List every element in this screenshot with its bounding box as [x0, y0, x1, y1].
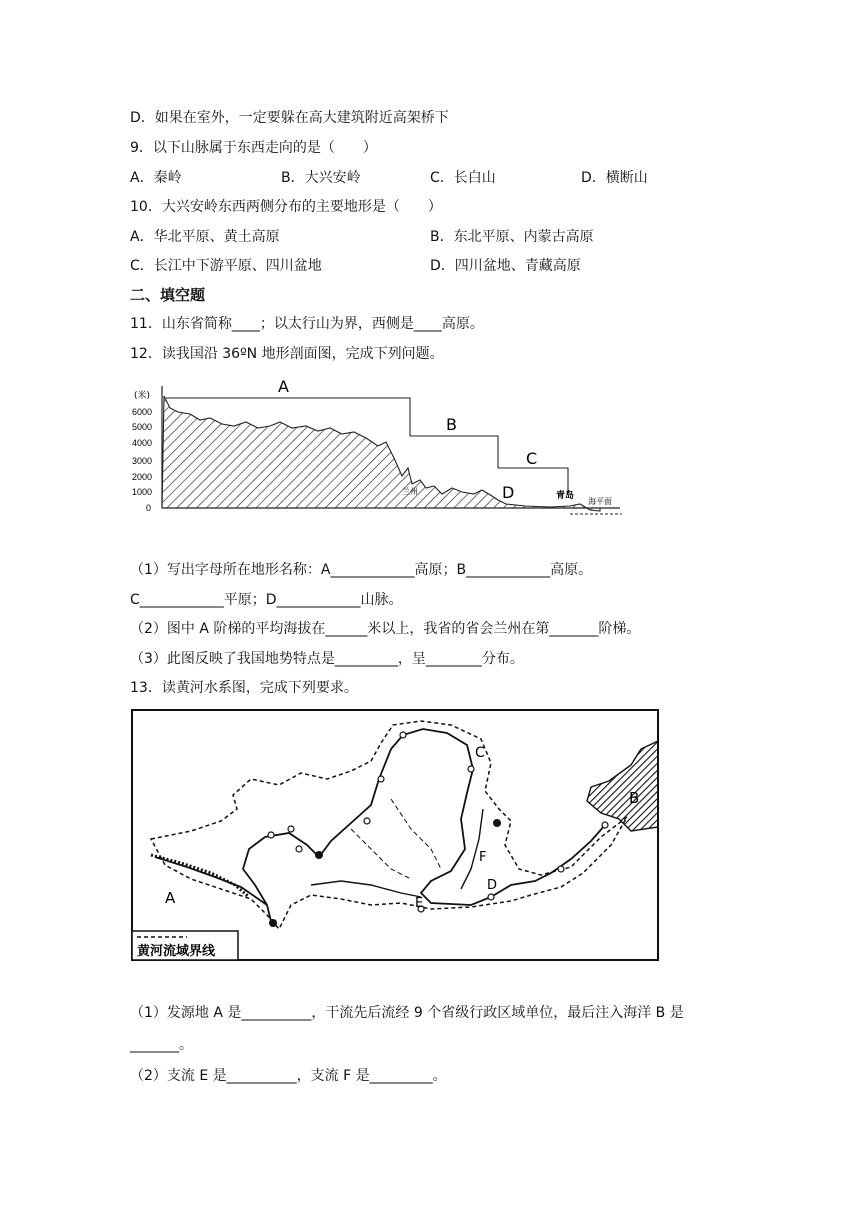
terrain-profile-figure: [130, 376, 630, 521]
label-d: D: [487, 878, 498, 893]
q12-part3: （3）此图反映了我国地势特点是_________，呈________分布。: [130, 651, 524, 667]
q12-part1-line2: C____________平原；D____________山脉。: [130, 592, 403, 608]
tick-4000: 4000: [132, 438, 153, 448]
q10-option-c: C．长江中下游平原、四川盆地: [130, 258, 322, 274]
q12-part1-line1: （1）写出字母所在地形名称：A____________高原；B____________高原。: [130, 562, 593, 578]
q10-stem: 10．大兴安岭东西两侧分布的主要地形是（ ）: [130, 199, 442, 215]
q11-stem: 11．山东省简称____；以太行山为界，西侧是____高原。: [130, 316, 484, 332]
label-qingdao: 青岛: [556, 491, 575, 501]
label-c: C: [526, 449, 538, 468]
label-a: A: [165, 889, 176, 907]
tick-0: 0: [146, 503, 152, 513]
city-marker: [269, 919, 277, 927]
q13-part2: （2）支流 E 是__________，支流 F 是_________。: [130, 1068, 447, 1084]
y-ticks: [132, 407, 152, 513]
label-sea-level: 海平面: [588, 497, 612, 506]
q9-option-c: C．长白山: [430, 170, 496, 186]
q10-option-b: B．东北平原、内蒙古高原: [430, 229, 594, 245]
tick-5000: 5000: [132, 422, 153, 432]
q13-stem: 13．读黄河水系图，完成下列要求。: [130, 680, 358, 696]
label-b: B: [629, 789, 640, 807]
bracket-b: [410, 436, 498, 468]
q9-stem: 9．以下山脉属于东西走向的是（ ）: [130, 140, 377, 156]
label-c: C: [475, 745, 485, 761]
tick-6000: 6000: [132, 407, 153, 417]
section-heading: 二、填空题: [130, 286, 206, 304]
map-frame: [132, 710, 658, 960]
yellow-river-map: [131, 709, 659, 961]
unit-label: (米): [134, 391, 151, 401]
city-marker: [493, 819, 501, 827]
tick-2000: 2000: [132, 472, 153, 482]
label-b: B: [446, 415, 457, 434]
q9-option-a: A．秦岭: [130, 170, 182, 186]
label-f: F: [479, 850, 487, 865]
q9-option-d: D．横断山: [581, 170, 648, 186]
q12-stem: 12．读我国沿 36ºN 地形剖面图，完成下列问题。: [130, 346, 444, 362]
city-lanzhou: [315, 851, 323, 859]
tick-1000: 1000: [132, 487, 153, 497]
label-e: E: [415, 896, 424, 911]
q10-option-a: A．华北平原、黄土高原: [130, 229, 280, 245]
legend-label: 黄河流域界线: [137, 944, 216, 959]
tick-3000: 3000: [132, 456, 153, 466]
q8-option-d: D．如果在室外，一定要躲在高大建筑附近高架桥下: [130, 110, 449, 126]
q10-option-d: D．四川盆地、青藏高原: [430, 258, 581, 274]
q12-part2: （2）图中 A 阶梯的平均海拔在______米以上，我省的省会兰州在第_______阶梯。: [130, 621, 641, 637]
q13-part1-line1: （1）发源地 A 是__________，干流先后流经 9 个省级行政区域单位，最后注入海洋 B 是: [130, 1005, 684, 1021]
label-d: D: [502, 483, 515, 502]
label-a: A: [278, 377, 289, 396]
q13-part1-line2: _______。: [130, 1037, 193, 1053]
q9-option-b: B．大兴安岭: [281, 170, 361, 186]
label-lanzhou: 兰州: [402, 487, 418, 496]
